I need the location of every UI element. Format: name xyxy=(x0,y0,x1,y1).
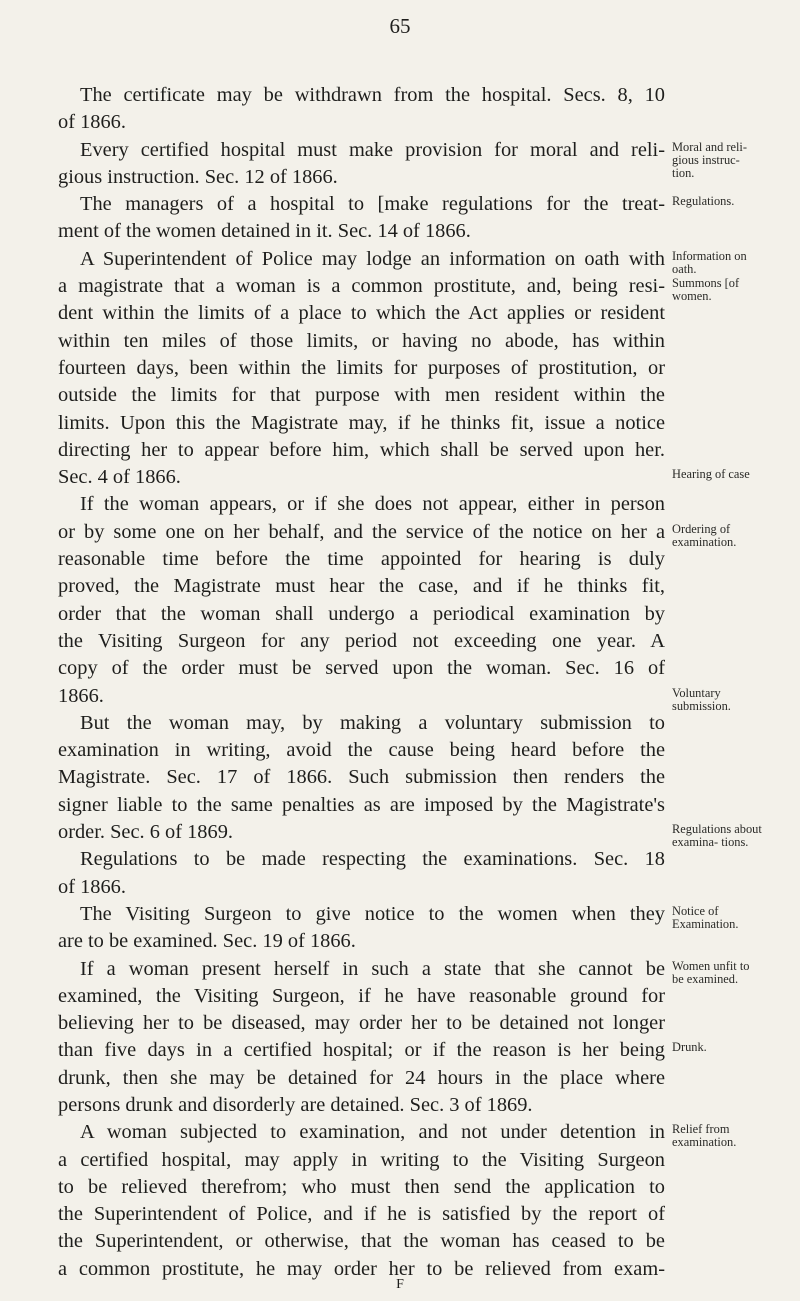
margin-note: Ordering of examination. xyxy=(672,521,737,549)
text-line xyxy=(58,928,758,955)
line-text: The managers of a hospital to [make regulations for the treat- xyxy=(80,193,665,216)
margin-note: Information on oath. xyxy=(672,248,747,276)
margin-note: Voluntary submission. xyxy=(672,685,731,713)
text-line xyxy=(58,573,758,600)
text-line xyxy=(58,1010,758,1037)
text-line xyxy=(58,683,758,713)
text-line xyxy=(58,328,758,355)
text-line xyxy=(58,355,758,382)
text-line xyxy=(58,273,758,304)
line-text: than five days in a certified hospital; or if the reason is her being xyxy=(58,1039,665,1062)
line-text: order. Sec. 6 of 1869. xyxy=(58,821,233,844)
signature-mark: F xyxy=(396,1277,404,1292)
text-line xyxy=(58,846,758,873)
text-line xyxy=(58,164,758,191)
line-text: the Visiting Surgeon for any period not exceeding one year. A xyxy=(58,629,665,652)
text-line xyxy=(58,437,758,464)
text-line xyxy=(58,246,758,276)
text-line xyxy=(58,819,762,850)
text-line xyxy=(58,737,758,764)
text-line xyxy=(58,792,758,819)
text-line xyxy=(58,546,758,573)
margin-note: Regulations about examina- tions. xyxy=(672,822,762,850)
line-text: outside the limits for that purpose with men resident within the xyxy=(58,384,665,407)
margin-note: Relief from examination. xyxy=(672,1122,737,1150)
line-text: If the woman appears, or if she does not appear, either in person xyxy=(80,493,665,516)
line-text: Every certified hospital must make provision for moral and reli- xyxy=(80,138,665,161)
text-line xyxy=(58,1119,758,1150)
line-text: The certificate may be withdrawn from the hospital. Secs. 8, 10 xyxy=(80,84,665,106)
line-text: A Superintendent of Police may lodge an information on oath with xyxy=(80,247,665,270)
text-line xyxy=(58,300,758,327)
text-line xyxy=(58,218,758,245)
line-text: or by some one on her behalf, and the service of the notice on her a xyxy=(58,520,665,543)
line-text: the Superintendent, or otherwise, that the woman has ceased to be xyxy=(58,1230,665,1253)
text-line xyxy=(58,601,758,628)
line-text: But the woman may, by making a voluntary submission to xyxy=(80,711,665,734)
text-line xyxy=(58,1037,758,1064)
line-text: A woman subjected to examination, and not under detention in xyxy=(80,1121,665,1144)
line-text: gious instruction. Sec. 12 of 1866. xyxy=(58,165,338,188)
line-text: the Superintendent of Police, and if he is satisfied by the report of xyxy=(58,1203,665,1226)
line-text: The Visiting Surgeon to give notice to the women when they xyxy=(80,902,665,925)
line-text: ment of the women detained in it. Sec. 14 of 1866. xyxy=(58,220,471,243)
text-line xyxy=(58,1092,758,1119)
line-text: dent within the limits of a place to which the Act applies or resident xyxy=(58,302,665,325)
line-text: examination in writing, avoid the cause being heard before the xyxy=(58,739,665,762)
line-text: Sec. 4 of 1866. xyxy=(58,466,181,489)
line-text: signer liable to the same penalties as are imposed by the Magistrate's xyxy=(58,793,665,816)
line-text: order that the woman shall undergo a periodical examination by xyxy=(58,602,665,625)
margin-note: Regulations. xyxy=(672,194,735,209)
line-text: reasonable time before the time appointed for hearing is duly xyxy=(58,548,665,571)
line-text: 1866. xyxy=(58,684,104,707)
margin-note: Hearing of case xyxy=(672,467,750,482)
line-text: directing her to appear before him, which shall be served upon her. xyxy=(58,438,665,461)
margin-note: Drunk. xyxy=(672,1040,707,1055)
line-text: Magistrate. Sec. 17 of 1866. Such submission then renders the xyxy=(58,766,665,789)
text-line xyxy=(58,519,758,549)
text-line xyxy=(58,109,758,136)
page-number: 65 xyxy=(389,14,411,38)
text-line xyxy=(58,191,758,218)
text-line xyxy=(58,628,758,655)
line-text: are to be examined. Sec. 19 of 1866. xyxy=(58,930,356,953)
text-line xyxy=(58,491,758,518)
page-body xyxy=(58,82,762,1283)
text-line xyxy=(58,874,758,901)
margin-note: Women unfit to be examined. xyxy=(672,958,750,986)
line-text: Regulations to be made respecting the examinations. Sec. 18 xyxy=(80,848,665,871)
margin-note: Moral and reli- gious instruc- tion. xyxy=(672,139,748,180)
line-text: persons drunk and disorderly are detained. Sec. 3 of 1869. xyxy=(58,1093,533,1116)
text-line xyxy=(58,410,758,437)
line-text: fourteen days, been within the limits for purposes of prostitution, or xyxy=(58,356,665,379)
line-text: to be relieved therefrom; who must then send the application to xyxy=(58,1175,665,1198)
line-text: copy of the order must be served upon the woman. Sec. 16 of xyxy=(58,657,665,680)
margin-note: Notice of Examination. xyxy=(672,903,739,931)
text-line xyxy=(58,1174,758,1201)
text-line xyxy=(58,764,758,791)
line-text: examined, the Visiting Surgeon, if he have reasonable ground for xyxy=(58,984,665,1007)
text-line xyxy=(58,82,758,109)
line-text: drunk, then she may be detained for 24 hours in the place where xyxy=(58,1066,665,1089)
line-text: within ten miles of those limits, or having no abode, has within xyxy=(58,329,665,352)
text-line xyxy=(58,655,758,682)
text-line xyxy=(58,901,758,931)
line-text: a magistrate that a woman is a common prostitute, and, being resi- xyxy=(58,275,665,298)
text-line xyxy=(58,956,758,986)
text-line xyxy=(58,1201,758,1228)
line-text: of 1866. xyxy=(58,111,126,134)
line-text: proved, the Magistrate must hear the case, and if he thinks fit, xyxy=(58,575,665,598)
text-line xyxy=(58,1147,758,1174)
line-text: believing her to be diseased, may order her to be detained not longer xyxy=(58,1012,665,1035)
line-text: a certified hospital, may apply in writing to the Visiting Surgeon xyxy=(58,1148,665,1171)
line-text: If a woman present herself in such a state that she cannot be xyxy=(80,957,665,980)
text-line xyxy=(58,983,758,1010)
line-text: limits. Upon this the Magistrate may, if he thinks fit, issue a notice xyxy=(58,411,665,434)
line-text: of 1866. xyxy=(58,875,126,898)
text-line xyxy=(58,1228,758,1255)
margin-note: Summons [of women. xyxy=(672,276,740,304)
text-line xyxy=(58,710,758,737)
text-line xyxy=(58,382,758,409)
text-line xyxy=(58,464,758,491)
text-line xyxy=(58,1065,758,1092)
line-text: a common prostitute, he may order her to be relieved from exam- xyxy=(58,1257,665,1280)
